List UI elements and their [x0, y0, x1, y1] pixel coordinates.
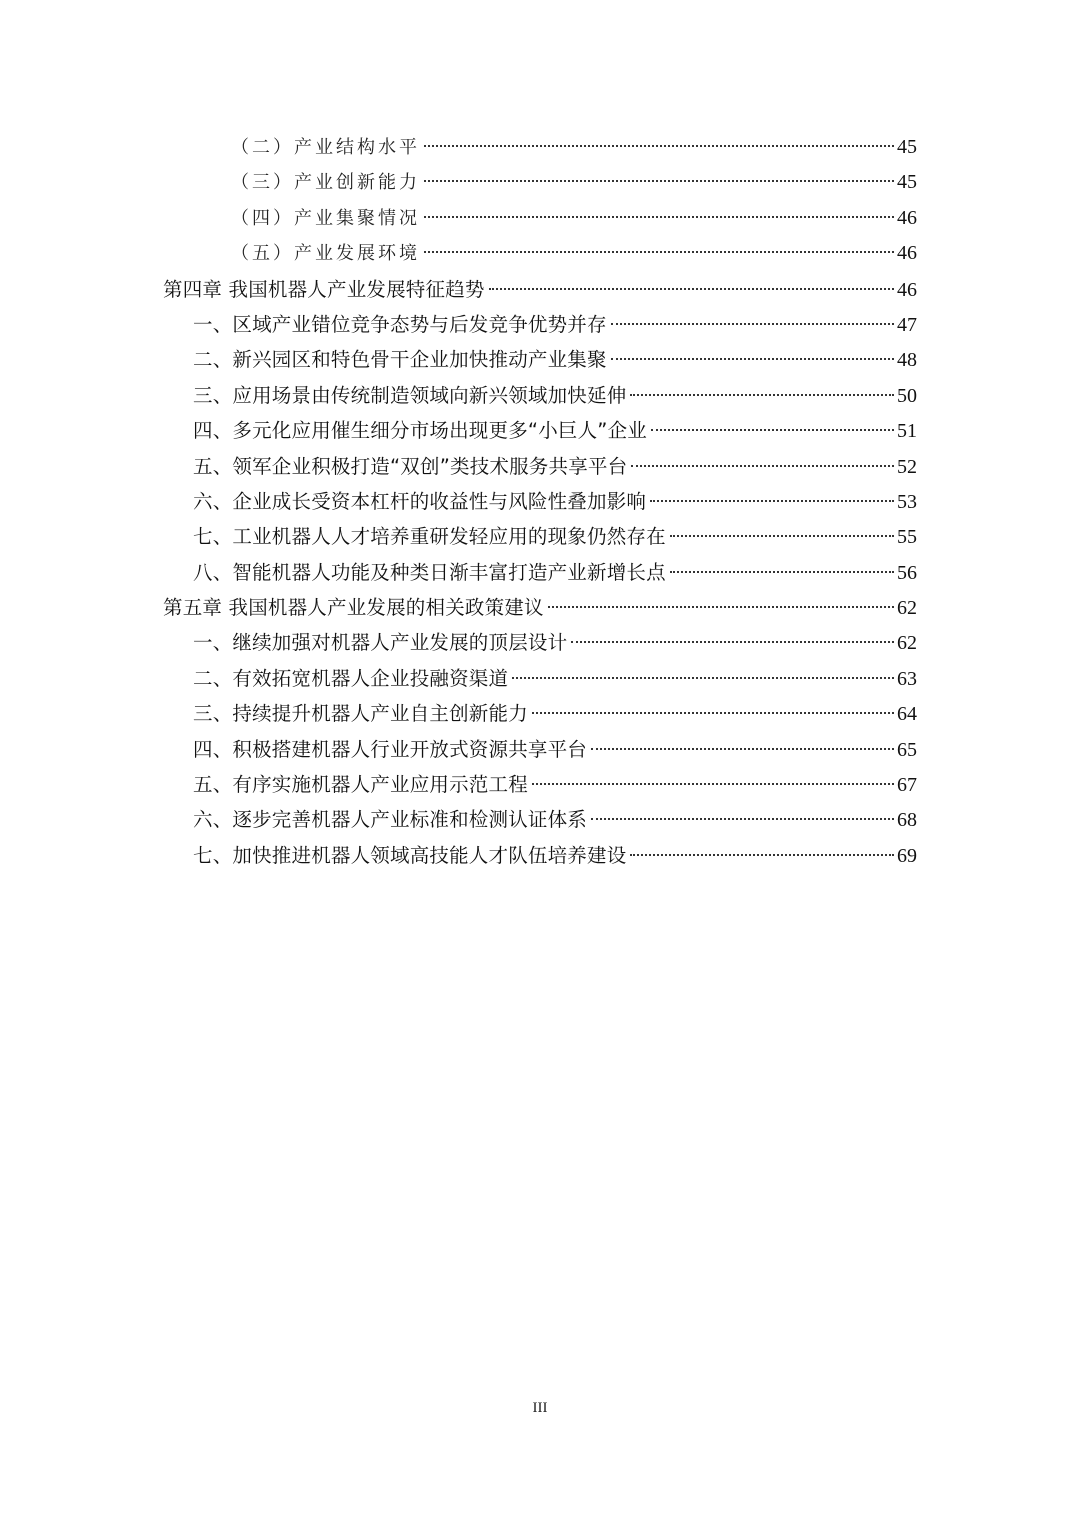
toc-entry-page: 46 [897, 206, 917, 229]
toc-dot-leader [611, 323, 894, 325]
toc-dot-leader [651, 429, 894, 431]
toc-entry-page: 68 [897, 809, 917, 832]
toc-entry[interactable] [163, 838, 917, 873]
toc-entry-label: 第四章 我国机器人产业发展特征趋势 [163, 277, 485, 301]
toc-entry-label: 七、加快推进机器人领域高技能人才队伍培养建设 [193, 843, 627, 867]
toc-entry[interactable] [163, 236, 917, 271]
toc-entry-label: 二、有效拓宽机器人企业投融资渠道 [193, 666, 509, 690]
toc-entry-label: 六、企业成长受资本杠杆的收益性与风险性叠加影响 [193, 489, 647, 513]
toc-entry-label: （四）产业集聚情况 [231, 207, 420, 229]
toc-dot-leader [512, 677, 894, 679]
toc-entry-label: 五、有序实施机器人产业应用示范工程 [193, 773, 528, 797]
toc-entry-label: 四、积极搭建机器人行业开放式资源共享平台 [193, 737, 588, 761]
toc-entry-label: 四、多元化应用催生细分市场出现更多“小巨人”企业 [193, 419, 648, 443]
toc-dot-leader [591, 748, 894, 750]
toc-entry-page: 45 [897, 136, 917, 158]
toc-entry[interactable] [163, 802, 917, 837]
toc-entry[interactable] [163, 519, 917, 554]
toc-entry-label: 七、工业机器人人才培养重研发轻应用的现象仍然存在 [193, 525, 666, 549]
toc-dot-leader [532, 712, 894, 714]
toc-entry-page: 50 [897, 384, 917, 407]
toc-entry[interactable] [163, 378, 917, 413]
toc-entry-page: 52 [897, 455, 917, 478]
toc-dot-leader [424, 251, 894, 253]
toc-entry[interactable] [163, 165, 917, 200]
toc-dot-leader [630, 854, 894, 856]
toc-entry[interactable] [163, 307, 917, 342]
toc-entry-page: 62 [897, 632, 917, 655]
toc-entry-page: 47 [897, 313, 917, 336]
toc-entry-page: 69 [897, 844, 917, 867]
toc-entry-label: 二、新兴园区和特色骨干企业加快推动产业集聚 [193, 348, 607, 372]
toc-dot-leader [424, 145, 894, 147]
toc-entry[interactable] [163, 696, 917, 731]
toc-entry-label: （三）产业创新能力 [231, 172, 420, 194]
toc-entry[interactable] [163, 625, 917, 660]
toc-entry-page: 46 [897, 278, 917, 301]
toc-dot-leader [424, 180, 894, 182]
toc-entry-page: 56 [897, 561, 917, 584]
toc-entry-page: 48 [897, 349, 917, 372]
toc-dot-leader [631, 465, 894, 467]
toc-entry-page: 53 [897, 490, 917, 513]
toc-entry-page: 51 [897, 420, 917, 443]
toc-entry[interactable] [163, 732, 917, 767]
toc-chapter-entry[interactable] [163, 590, 917, 625]
toc-entry[interactable] [163, 484, 917, 519]
toc-entry[interactable] [163, 449, 917, 484]
toc-entry-page: 63 [897, 667, 917, 690]
toc-entry-label: 一、区域产业错位竞争态势与后发竞争优势并存 [193, 312, 607, 336]
toc-dot-leader [670, 535, 894, 537]
toc-entry[interactable] [163, 555, 917, 590]
toc-entry-page: 65 [897, 738, 917, 761]
toc-entry-label: （五）产业发展环境 [231, 243, 420, 265]
toc-entry-page: 55 [897, 526, 917, 549]
toc-entry-label: 第五章 我国机器人产业发展的相关政策建议 [163, 596, 544, 620]
toc-entry[interactable] [163, 413, 917, 448]
toc-entry-page: 64 [897, 703, 917, 726]
toc-dot-leader [571, 641, 894, 643]
toc-dot-leader [611, 358, 894, 360]
toc-entry[interactable] [163, 201, 917, 236]
toc-entry-page: 67 [897, 774, 917, 797]
table-of-contents [163, 130, 917, 873]
toc-entry-page: 62 [897, 597, 917, 620]
toc-dot-leader [650, 500, 894, 502]
toc-entry-label: 三、应用场景由传统制造领域向新兴领域加快延伸 [193, 383, 627, 407]
toc-dot-leader [670, 571, 894, 573]
toc-dot-leader [591, 818, 894, 820]
toc-entry-label: 一、继续加强对机器人产业发展的顶层设计 [193, 631, 568, 655]
toc-entry-page: 45 [897, 171, 917, 194]
toc-entry-label: （二）产业结构水平 [231, 137, 420, 158]
page-number: III [532, 1400, 548, 1416]
toc-dot-leader [548, 606, 894, 608]
toc-entry-page: 46 [897, 242, 917, 265]
toc-entry[interactable] [163, 130, 917, 165]
toc-chapter-entry[interactable] [163, 272, 917, 307]
toc-entry[interactable] [163, 342, 917, 377]
toc-dot-leader [630, 394, 894, 396]
toc-entry-label: 五、领军企业积极打造“双创”类技术服务共享平台 [193, 454, 628, 478]
toc-entry-label: 八、智能机器人功能及种类日渐丰富打造产业新增长点 [193, 560, 666, 584]
toc-entry-label: 三、持续提升机器人产业自主创新能力 [193, 702, 528, 726]
toc-entry[interactable] [163, 661, 917, 696]
toc-entry[interactable] [163, 767, 917, 802]
toc-dot-leader [532, 783, 894, 785]
toc-entry-label: 六、逐步完善机器人产业标准和检测认证体系 [193, 808, 588, 832]
toc-dot-leader [424, 216, 894, 218]
toc-dot-leader [489, 288, 894, 290]
